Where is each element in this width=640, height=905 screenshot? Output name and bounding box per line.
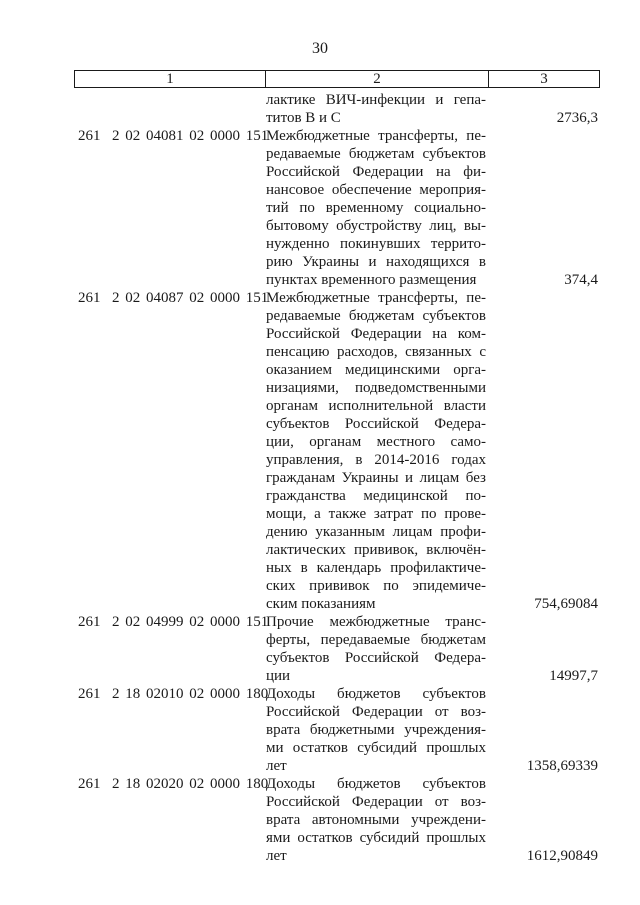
description-line: субъектов Российской Федера-	[266, 650, 486, 666]
description-line: лактических прививок, включён-	[266, 542, 486, 558]
description-line: нужденно покинувших террито-	[266, 236, 486, 252]
description-line: Межбюджетные трансферты, пе-	[266, 290, 486, 306]
description-line: лет	[266, 758, 287, 774]
budget-code: 261 2 18 02020 02 0000 180	[78, 776, 269, 792]
description-line: гражданства медицинской по-	[266, 488, 486, 504]
description-line: Прочие межбюджетные транс-	[266, 614, 486, 630]
amount-value: 1612,90849	[526, 848, 598, 864]
income-description	[264, 289, 486, 613]
description-line: редаваемые бюджетам субъектов	[266, 308, 486, 324]
income-description	[264, 685, 486, 775]
table-row	[74, 127, 600, 289]
amount-value: 1358,69339	[526, 758, 598, 774]
income-description	[264, 91, 486, 127]
amount-value: 754,69084	[534, 596, 598, 612]
description-line: ции, органам местного само-	[266, 434, 486, 450]
description-line: органам исполнительной власти	[266, 398, 486, 414]
table-row	[74, 91, 600, 127]
description-line: ции	[266, 668, 291, 684]
table-row	[74, 613, 600, 685]
description-line: Доходы бюджетов субъектов	[266, 686, 486, 702]
description-line: мощи, а также затрат по прове-	[266, 506, 486, 522]
description-line: рию Украины и находящихся в	[266, 254, 486, 270]
description-line: Российской Федерации на фи-	[266, 164, 486, 180]
description-line: низациями, подведомственными	[266, 380, 486, 396]
budget-code: 261 2 02 04999 02 0000 151	[78, 614, 269, 630]
table-row	[74, 775, 600, 865]
description-line: гражданам Украины и лицам без	[266, 470, 486, 486]
table-row	[74, 685, 600, 775]
income-description	[264, 127, 486, 289]
amount-value: 14997,7	[549, 668, 598, 684]
budget-code: 261 2 18 02010 02 0000 180	[78, 686, 269, 702]
description-line: ми остатков субсидий прошлых	[266, 740, 486, 756]
amount-value: 2736,3	[556, 110, 598, 126]
description-line: Российской Федерации от воз-	[266, 704, 486, 720]
description-line: управления, в 2014-2016 годах	[266, 452, 486, 468]
description-line: врата автономными учреждени-	[266, 812, 486, 828]
amount-value: 374,4	[564, 272, 598, 288]
column-header-2: 2	[266, 71, 489, 87]
description-line: дению указанным лицам профи-	[266, 524, 486, 540]
description-line: ских прививок по эпидемиче-	[266, 578, 486, 594]
description-line: лактике ВИЧ-инфекции и гепа-	[266, 92, 486, 108]
description-line: субъектов Российской Федера-	[266, 416, 486, 432]
description-line: Межбюджетные трансферты, пе-	[266, 128, 486, 144]
budget-code: 261 2 02 04087 02 0000 151	[78, 290, 269, 306]
budget-code: 261 2 02 04081 02 0000 151	[78, 128, 269, 144]
description-line: нансовое обеспечение мероприя-	[266, 182, 486, 198]
table-row	[74, 289, 600, 613]
description-line: Доходы бюджетов субъектов	[266, 776, 486, 792]
description-line: врата бюджетными учреждения-	[266, 722, 486, 738]
column-header-3: 3	[540, 71, 548, 87]
description-line: титов В и С	[266, 110, 341, 126]
description-line: ским показаниям	[266, 596, 376, 612]
description-line: ных в календарь профилактиче-	[266, 560, 486, 576]
table-body	[74, 91, 600, 865]
description-line: пунктах временного размещения	[266, 272, 477, 288]
description-line: лет	[266, 848, 287, 864]
description-line: тий по временному социально-	[266, 200, 486, 216]
table-header	[74, 70, 600, 88]
description-line: Российской Федерации от воз-	[266, 794, 486, 810]
budget-code	[74, 91, 264, 127]
description-line: Российской Федерации на ком-	[266, 326, 486, 342]
description-line: ферты, передаваемые бюджетам	[266, 632, 486, 648]
description-line: редаваемые бюджетам субъектов	[266, 146, 486, 162]
description-line: оказанием медицинскими орга-	[266, 362, 486, 378]
description-line: пенсацию расходов, связанных с	[266, 344, 486, 360]
description-line: ями остатков субсидий прошлых	[266, 830, 486, 846]
description-line: бытовому обустройству лиц, вы-	[266, 218, 486, 234]
column-header-1: 1	[75, 71, 266, 87]
income-description	[264, 613, 486, 685]
page-number: 30	[312, 40, 328, 57]
income-description	[264, 775, 486, 865]
